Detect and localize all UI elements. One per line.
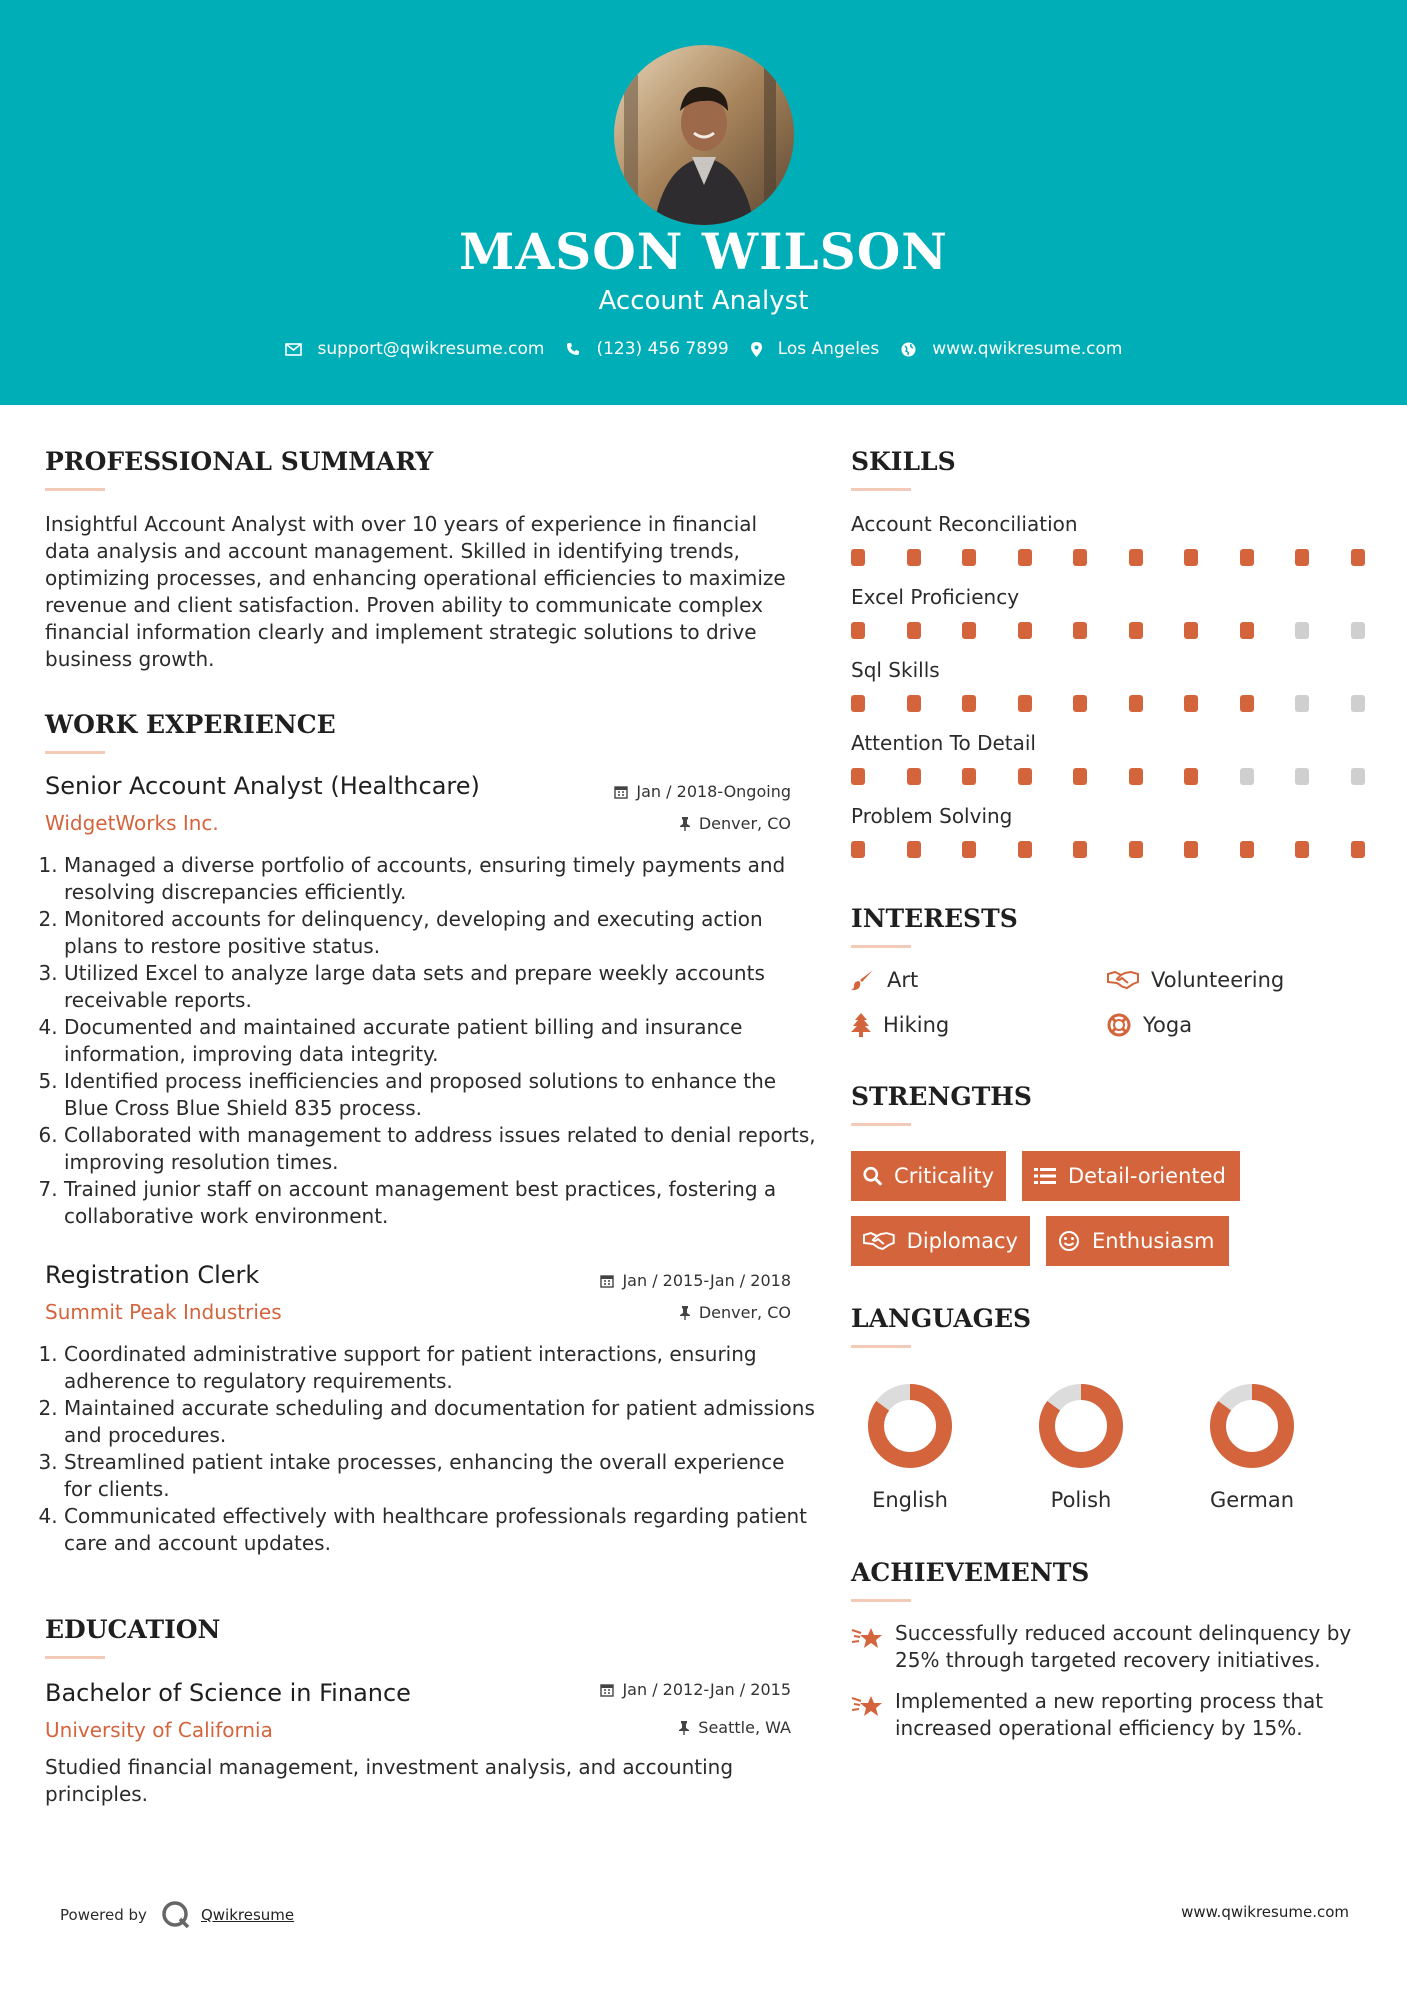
skill-rating xyxy=(851,768,1371,785)
pushpin-icon xyxy=(679,817,691,831)
paintbrush-icon xyxy=(851,969,875,991)
rating-dot xyxy=(1351,549,1365,566)
shooting-star-icon xyxy=(851,1692,883,1720)
pushpin-icon xyxy=(678,1721,690,1735)
rating-dot xyxy=(1129,622,1143,639)
rating-dot xyxy=(1073,695,1087,712)
profile-photo xyxy=(614,45,794,225)
job-role: Account Analyst xyxy=(598,286,809,316)
education-dates: Jan / 2012-Jan / 2015 xyxy=(531,1679,791,1701)
rating-dot xyxy=(1018,549,1032,566)
footer-website[interactable]: www.qwikresume.com xyxy=(1181,1903,1349,1921)
smile-icon xyxy=(1058,1230,1080,1252)
rating-dot xyxy=(962,841,976,858)
strengths-heading: STRENGTHS xyxy=(851,1082,1032,1111)
rating-dot xyxy=(1073,549,1087,566)
skill-name: Excel Proficiency xyxy=(851,585,1020,609)
skill-rating xyxy=(851,695,1371,712)
list-item: 2. Monitored accounts for delinquency, developing and executing action plans to restore positive status. xyxy=(64,906,816,960)
powered-by-label: Powered by xyxy=(60,1906,147,1924)
list-item: 2. Maintained accurate scheduling and documentation for patient admissions and procedures. xyxy=(64,1395,816,1449)
list-item: 3. Streamlined patient intake processes, enhancing the overall experience for clients. xyxy=(64,1449,816,1503)
education-heading: EDUCATION xyxy=(45,1615,221,1644)
strength-tag: Enthusiasm xyxy=(1046,1216,1229,1266)
calendar-icon xyxy=(600,1683,614,1697)
interests-underline xyxy=(851,945,911,948)
summary-heading: PROFESSIONAL SUMMARY xyxy=(45,447,434,476)
rating-dot xyxy=(1240,768,1254,785)
qwikresume-logo-icon xyxy=(161,1900,191,1930)
rating-dot xyxy=(1351,768,1365,785)
rating-dot xyxy=(962,768,976,785)
job-location: Denver, CO xyxy=(531,813,791,835)
education-description: Studied financial management, investment analysis, and accounting principles. xyxy=(45,1755,734,1806)
contact-email[interactable] xyxy=(285,337,545,361)
rating-dot xyxy=(1351,622,1365,639)
work-heading: WORK EXPERIENCE xyxy=(45,710,336,739)
achievements-heading: ACHIEVEMENTS xyxy=(851,1558,1090,1587)
skill-name: Sql Skills xyxy=(851,658,940,682)
contact-location xyxy=(751,337,880,361)
rating-dot xyxy=(962,695,976,712)
calendar-icon xyxy=(600,1274,614,1288)
pushpin-icon xyxy=(679,1306,691,1320)
rating-dot xyxy=(962,622,976,639)
skill-rating xyxy=(851,841,1371,858)
job-location: Denver, CO xyxy=(531,1302,791,1324)
rating-dot xyxy=(1295,549,1309,566)
skills-heading: SKILLS xyxy=(851,447,956,476)
language-proficiency-donut xyxy=(1036,1381,1126,1471)
rating-dot xyxy=(1018,622,1032,639)
rating-dot xyxy=(907,549,921,566)
rating-dot xyxy=(1240,622,1254,639)
footer-branding xyxy=(60,1900,294,1930)
list-item: 7. Trained junior staff on account management best practices, fostering a collaborative work environment. xyxy=(64,1176,816,1230)
rating-dot xyxy=(1073,622,1087,639)
envelope-icon xyxy=(285,343,302,356)
phone-icon xyxy=(566,342,580,356)
interest-item: Volunteering xyxy=(1107,966,1284,994)
tree-icon xyxy=(851,1013,871,1037)
education-underline xyxy=(45,1656,105,1659)
rating-dot xyxy=(1073,841,1087,858)
skill-name: Attention To Detail xyxy=(851,731,1036,755)
rating-dot xyxy=(1240,549,1254,566)
rating-dot xyxy=(1295,695,1309,712)
language-proficiency-donut xyxy=(865,1381,955,1471)
list-item: 1. Coordinated administrative support for patient interactions, ensuring adherence to regulatory requirements. xyxy=(64,1341,816,1395)
rating-dot xyxy=(1295,622,1309,639)
list-item: 4. Documented and maintained accurate patient billing and insurance information, improving data integrity. xyxy=(64,1014,816,1068)
rating-dot xyxy=(1018,841,1032,858)
duty-list xyxy=(40,852,816,1230)
phone-text: (123) 456 7899 xyxy=(596,339,729,359)
shooting-star-icon xyxy=(851,1624,883,1652)
website-text: www.qwikresume.com xyxy=(932,339,1123,359)
interest-item: Hiking xyxy=(851,1011,949,1039)
rating-dot xyxy=(907,768,921,785)
job-title: Senior Account Analyst (Healthcare) xyxy=(45,772,480,800)
languages-underline xyxy=(851,1345,911,1348)
list-item: 4. Communicated effectively with healthcare professionals regarding patient care and account updates. xyxy=(64,1503,816,1557)
strength-tag: Detail-oriented xyxy=(1022,1151,1240,1201)
contact-website[interactable] xyxy=(901,337,1122,361)
rating-dot xyxy=(1351,695,1365,712)
candidate-name: MASON WILSON xyxy=(459,222,948,281)
rating-dot xyxy=(851,549,865,566)
job-title: Registration Clerk xyxy=(45,1261,260,1289)
rating-dot xyxy=(1073,768,1087,785)
degree-title: Bachelor of Science in Finance xyxy=(45,1679,411,1707)
rating-dot xyxy=(1184,622,1198,639)
list-item: 1. Managed a diverse portfolio of accounts, ensuring timely payments and resolving discrepancies efficiently. xyxy=(64,852,816,906)
resume-header xyxy=(0,0,1407,405)
rating-dot xyxy=(1018,695,1032,712)
summary-text: Insightful Account Analyst with over 10 years of experience in financial data analysis and account management. Skilled in identifying trends, optimizing processes, and enhancing operational efficiencies to maximize revenue and client satisfaction. Proven ability to communicate complex financial information clearly and implement strategic solutions to drive business growth. xyxy=(45,512,786,671)
language-name: German xyxy=(1209,1488,1295,1512)
globe-icon xyxy=(901,342,916,357)
interests-heading: INTERESTS xyxy=(851,904,1018,933)
list-item: 5. Identified process inefficiencies and proposed solutions to enhance the Blue Cross Blue Shield 835 process. xyxy=(64,1068,816,1122)
education-location: Seattle, WA xyxy=(531,1717,791,1739)
rating-dot xyxy=(1351,841,1365,858)
handshake-icon xyxy=(1107,970,1139,990)
skill-name: Problem Solving xyxy=(851,804,1013,828)
lifering-icon xyxy=(1107,1013,1131,1037)
achievement-item: Implemented a new reporting process that increased operational efficiency by 15%. xyxy=(851,1688,1371,1742)
rating-dot xyxy=(1184,768,1198,785)
rating-dot xyxy=(851,841,865,858)
interest-item: Art xyxy=(851,966,918,994)
job-dates: Jan / 2015-Jan / 2018 xyxy=(531,1270,791,1292)
achievement-item: Successfully reduced account delinquency by 25% through targeted recovery initiatives. xyxy=(851,1620,1371,1674)
language-proficiency-donut xyxy=(1207,1381,1297,1471)
map-pin-icon xyxy=(751,342,762,357)
rating-dot xyxy=(851,695,865,712)
rating-dot xyxy=(1184,841,1198,858)
rating-dot xyxy=(851,768,865,785)
rating-dot xyxy=(1295,841,1309,858)
rating-dot xyxy=(1184,549,1198,566)
list-icon xyxy=(1034,1167,1056,1185)
work-underline xyxy=(45,751,105,754)
location-text: Los Angeles xyxy=(777,339,880,359)
rating-dot xyxy=(907,622,921,639)
rating-dot xyxy=(1184,695,1198,712)
strengths-underline xyxy=(851,1123,911,1126)
summary-underline xyxy=(45,488,105,491)
skill-name: Account Reconciliation xyxy=(851,512,1078,536)
rating-dot xyxy=(1129,549,1143,566)
school-name: University of California xyxy=(45,1718,273,1742)
calendar-icon xyxy=(614,785,628,799)
email-text: support@qwikresume.com xyxy=(317,339,545,359)
skills-underline xyxy=(851,488,911,491)
rating-dot xyxy=(1129,768,1143,785)
qwikresume-link[interactable]: Qwikresume xyxy=(200,1906,295,1924)
languages-heading: LANGUAGES xyxy=(851,1304,1032,1333)
rating-dot xyxy=(1240,841,1254,858)
rating-dot xyxy=(1240,695,1254,712)
rating-dot xyxy=(1129,841,1143,858)
language-name: Polish xyxy=(1050,1488,1112,1512)
interest-item: Yoga xyxy=(1107,1011,1192,1039)
contact-bar xyxy=(0,337,1407,361)
company-name: Summit Peak Industries xyxy=(45,1300,282,1324)
rating-dot xyxy=(907,841,921,858)
list-item: 6. Collaborated with management to address issues related to denial reports, improving resolution times. xyxy=(64,1122,816,1176)
job-dates: Jan / 2018-Ongoing xyxy=(531,781,791,803)
list-item: 3. Utilized Excel to analyze large data sets and prepare weekly accounts receivable reports. xyxy=(64,960,816,1014)
skill-rating xyxy=(851,622,1371,639)
rating-dot xyxy=(851,622,865,639)
achievements-underline xyxy=(851,1599,911,1602)
duty-list xyxy=(40,1341,816,1557)
rating-dot xyxy=(1129,695,1143,712)
rating-dot xyxy=(907,695,921,712)
strength-tag: Criticality xyxy=(851,1151,1006,1201)
rating-dot xyxy=(962,549,976,566)
handshake-icon xyxy=(863,1231,895,1251)
search-icon xyxy=(863,1165,882,1187)
company-name: WidgetWorks Inc. xyxy=(45,811,219,835)
contact-phone[interactable] xyxy=(566,337,728,361)
skill-rating xyxy=(851,549,1371,566)
rating-dot xyxy=(1018,768,1032,785)
language-name: English xyxy=(872,1488,948,1512)
strength-tag: Diplomacy xyxy=(851,1216,1030,1266)
rating-dot xyxy=(1295,768,1309,785)
